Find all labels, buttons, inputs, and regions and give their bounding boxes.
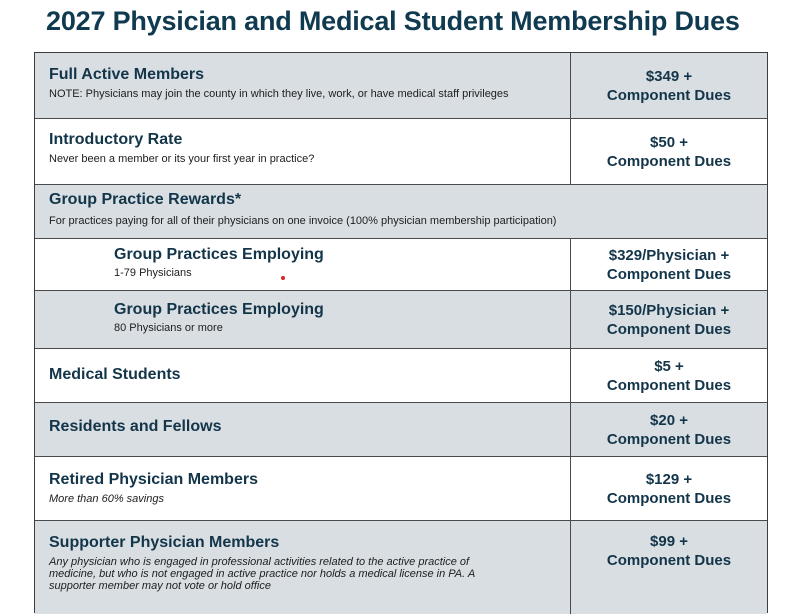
dues-price: $349 + <box>645 67 693 85</box>
dues-row-medical-students <box>35 349 767 403</box>
member-type-cell <box>35 291 571 348</box>
member-type-cell <box>35 403 571 456</box>
dues-price: $129 + <box>645 470 693 488</box>
dues-row-residents-fellows <box>35 403 767 457</box>
dues-component: Component Dues <box>606 320 732 338</box>
dues-row-group-1-79 <box>35 239 767 291</box>
member-type-note: Any physician who is engaged in professional activities related to the active practice of medicine, but who is not engaged in active practice nor holds a medical license in PA. A supporter member may not vote or hold office <box>49 556 475 592</box>
dues-cell <box>571 403 767 456</box>
member-type-label: Residents and Fellows <box>49 418 222 435</box>
member-type-note: Never been a member or its your first year in practice? <box>49 153 315 165</box>
dues-component: Component Dues <box>606 376 732 394</box>
member-type-note: More than 60% savings <box>49 493 164 505</box>
member-type-label: Full Active Members <box>49 66 205 83</box>
dues-cell <box>571 291 767 348</box>
dues-table <box>34 52 768 613</box>
dues-row-group-rewards <box>35 185 767 239</box>
member-type-cell <box>35 119 571 184</box>
dues-row-introductory <box>35 119 767 185</box>
member-type-cell <box>35 185 767 238</box>
member-type-cell <box>35 53 571 118</box>
dues-component: Component Dues <box>606 265 732 283</box>
dues-component: Component Dues <box>606 86 732 104</box>
dues-component: Component Dues <box>606 552 732 569</box>
dues-price: $20 + <box>650 411 688 429</box>
dues-cell <box>571 53 767 118</box>
page-title: 2027 Physician and Medical Student Membership Dues <box>46 6 740 36</box>
member-type-label: Medical Students <box>49 366 181 383</box>
member-type-cell <box>35 521 571 614</box>
dues-price: $329/Physician + <box>608 246 730 264</box>
member-type-cell <box>35 349 571 402</box>
member-type-note: 1-79 Physicians <box>114 267 192 279</box>
dues-component: Component Dues <box>606 430 732 448</box>
member-type-label: Group Practices Employing <box>114 301 324 318</box>
member-type-label: Group Practice Rewards* <box>49 191 242 208</box>
dues-cell <box>571 521 767 614</box>
member-type-cell <box>35 457 571 520</box>
dues-cell <box>571 239 767 290</box>
dues-row-retired <box>35 457 767 521</box>
dues-price: $50 + <box>650 133 688 151</box>
member-type-label: Introductory Rate <box>49 131 183 148</box>
annotation-dot <box>281 276 285 280</box>
dues-cell <box>571 119 767 184</box>
member-type-note: 80 Physicians or more <box>114 322 223 334</box>
dues-component: Component Dues <box>606 489 732 507</box>
member-type-note: For practices paying for all of their physicians on one invoice (100% physician membership participation) <box>49 215 557 227</box>
dues-price: $99 + <box>650 533 688 550</box>
member-type-label: Group Practices Employing <box>114 246 324 263</box>
dues-component: Component Dues <box>606 152 732 170</box>
dues-price: $150/Physician + <box>608 301 730 319</box>
dues-cell <box>571 457 767 520</box>
member-type-note: NOTE: Physicians may join the county in which they live, work, or have medical staff privileges <box>49 88 509 100</box>
dues-cell <box>571 349 767 402</box>
dues-row-supporter <box>35 521 767 614</box>
dues-row-full-active <box>35 53 767 119</box>
dues-price: $5 + <box>654 357 684 375</box>
member-type-label: Supporter Physician Members <box>49 534 280 551</box>
member-type-cell <box>35 239 571 290</box>
member-type-label: Retired Physician Members <box>49 471 258 488</box>
dues-row-group-80-plus <box>35 291 767 349</box>
